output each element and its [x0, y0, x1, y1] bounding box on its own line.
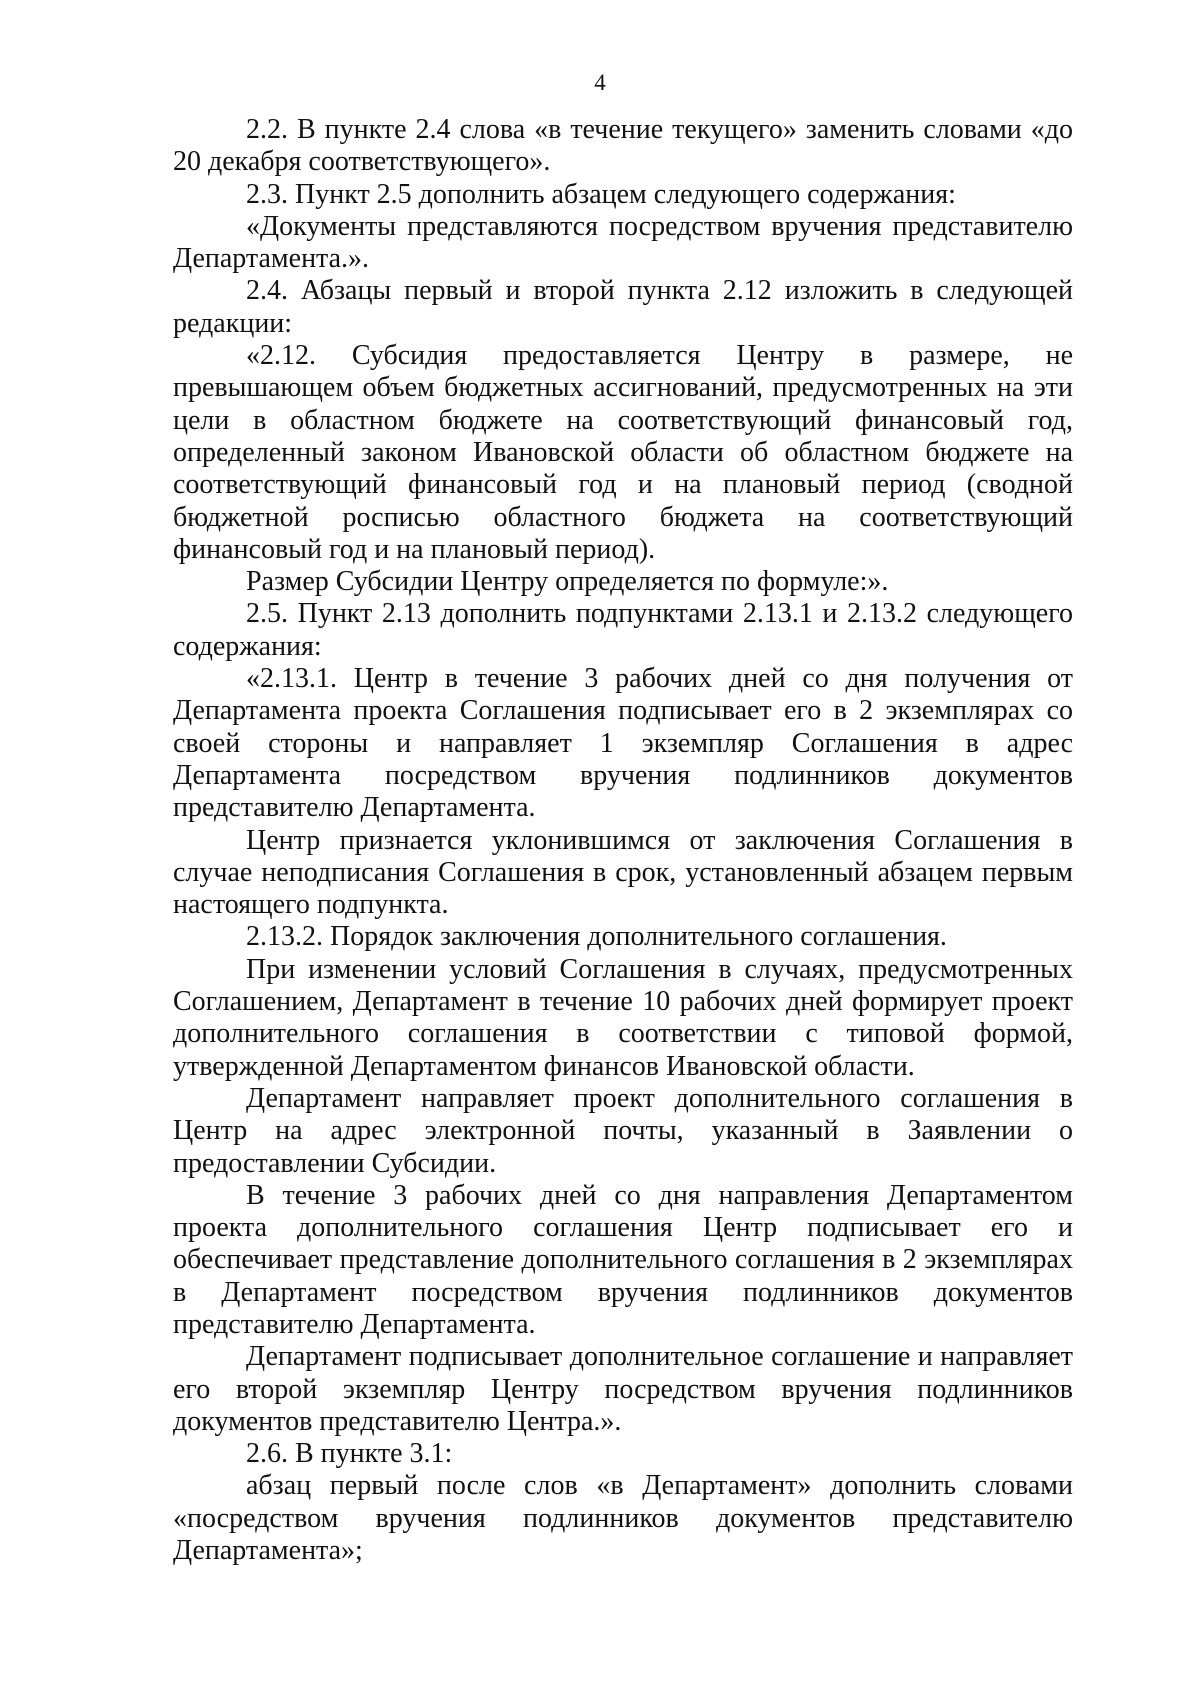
paragraph-department-sends: Департамент направляет проект дополнительного соглашения в Центр на адрес электронной почты, указанный в Заявлении о предоставлении Субсидии. [173, 1082, 1073, 1179]
paragraph-2-3-quote: «Документы представляются посредством вручения представителю Департамента.». [173, 210, 1073, 275]
document-body [173, 114, 1073, 1567]
paragraph-subsidy-formula: Размер Субсидии Центру определяется по формуле:». [246, 566, 889, 598]
paragraph-2-3: 2.3. Пункт 2.5 дополнить абзацем следующего содержания: [246, 178, 956, 210]
paragraph-three-days: В течение 3 рабочих дней со дня направления Департаментом проекта дополнительного соглашения Центр подписывает его и обеспечивает представление дополнительного соглашения в 2 экземплярах в Департамент посредством вручения подлинников документов представителю Департамента. [173, 1179, 1073, 1340]
page-number: 4 [594, 70, 606, 95]
paragraph-2-2: 2.2. В пункте 2.4 слова «в течение текущего» заменить словами «до 20 декабря соответствующего». [173, 114, 1073, 178]
paragraph-first-abzac: абзац первый после слов «в Департамент» дополнить словами «посредством вручения подлинников документов представителю Департамента»; [173, 1470, 1073, 1567]
paragraph-2-4: 2.4. Абзацы первый и второй пункта 2.12 изложить в следующей редакции: [173, 275, 1073, 339]
paragraph-2-13-1: «2.13.1. Центр в течение 3 рабочих дней со дня получения от Департамента проекта Соглашения подписывает его в 2 экземплярах со своей стороны и направляет 1 экземпляр Соглашения в адрес Департамента посредством вручения подлинников документов представителю Департамента. [173, 663, 1073, 824]
paragraph-2-6: 2.6. В пункте 3.1: [246, 1438, 453, 1470]
paragraph-2-5: 2.5. Пункт 2.13 дополнить подпунктами 2.13.1 и 2.13.2 следующего содержания: [173, 598, 1073, 662]
paragraph-conditions-change: При изменении условий Соглашения в случаях, предусмотренных Соглашением, Департамент в течение 10 рабочих дней формирует проект дополнительного соглашения в соответствии с типовой формой, утвержденной Департаментом финансов Ивановской области. [173, 953, 1073, 1082]
paragraph-center-evasion: Центр признается уклонившимся от заключения Соглашения в случае неподписания Соглашения в срок, установленный абзацем первым настоящего подпункта. [173, 824, 1073, 921]
paragraph-2-12-quote: «2.12. Субсидия предоставляется Центру в размере, не превышающем объем бюджетных ассигнований, предусмотренных на эти цели в областном бюджете на соответствующий финансовый год, определенный законом Ивановской области об областном бюджете на соответствующий финансовый год и на плановый период (сводной бюджетной росписью областного бюджета на соответствующий финансовый год и на плановый период). [173, 340, 1073, 565]
paragraph-2-13-2: 2.13.2. Порядок заключения дополнительного соглашения. [246, 921, 947, 953]
paragraph-department-signs: Департамент подписывает дополнительное соглашение и направляет его второй экземпляр Центру посредством вручения подлинников документов представителю Центра.». [173, 1341, 1073, 1437]
